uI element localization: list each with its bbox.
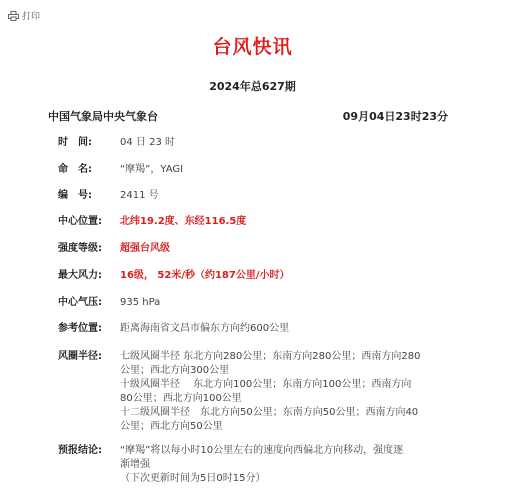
field-label: 中心气压: bbox=[58, 297, 102, 308]
field-center-position bbox=[58, 215, 440, 229]
wind-radius-line: 公里；西北方向50公里 bbox=[120, 421, 223, 432]
field-code bbox=[58, 189, 440, 203]
field-label: 命 名: bbox=[58, 164, 92, 175]
field-value: 935 hPa bbox=[120, 297, 161, 308]
page-title: 台风快讯 bbox=[212, 36, 293, 58]
forecast-line: “摩羯”将以每小时10公里左右的速度向西偏北方向移动，强度逐 bbox=[120, 445, 404, 456]
wind-radius-line: 公里；西北方向300公里 bbox=[120, 365, 230, 376]
field-value bbox=[120, 350, 442, 434]
field-value: 2411 号 bbox=[120, 190, 159, 201]
field-label: 强度等级: bbox=[58, 243, 102, 254]
issue-datetime: 09月04日23时23分 bbox=[342, 110, 448, 123]
field-value: 距离海南省文昌市偏东方向约600公里 bbox=[120, 323, 290, 334]
forecast-line: （下次更新时间为5日0时15分） bbox=[120, 473, 266, 484]
field-value bbox=[120, 444, 442, 486]
field-wind-radius bbox=[58, 350, 442, 434]
print-button[interactable] bbox=[8, 9, 40, 22]
field-name bbox=[58, 163, 440, 177]
wind-radius-line: 七级风圈半径 东北方向280公里；东南方向280公里；西南方向280 bbox=[120, 351, 421, 362]
field-label: 风圈半径: bbox=[58, 351, 102, 362]
field-pressure bbox=[58, 296, 440, 310]
field-label: 中心位置: bbox=[58, 216, 102, 227]
field-forecast bbox=[58, 444, 442, 486]
field-value: 04 日 23 时 bbox=[120, 137, 175, 148]
field-value: “摩羯”，YAGI bbox=[120, 164, 184, 175]
printer-icon bbox=[8, 11, 19, 21]
field-value: 16级， 52米/秒（约187公里/小时） bbox=[120, 270, 290, 281]
print-label: 打印 bbox=[22, 12, 41, 22]
field-max-wind bbox=[58, 269, 440, 283]
wind-radius-line: 十级风圈半径 东北方向100公里；东南方向100公里；西南方向 bbox=[120, 379, 412, 390]
wind-radius-line: 十二级风圈半径 东北方向50公里；东南方向50公里；西南方向40 bbox=[120, 407, 419, 418]
field-label: 预报结论: bbox=[58, 445, 102, 456]
agency-name: 中国气象局中央气象台 bbox=[48, 110, 158, 123]
field-time bbox=[58, 136, 440, 150]
field-label: 编 号: bbox=[58, 190, 92, 201]
field-reference-position bbox=[58, 322, 440, 336]
field-intensity bbox=[58, 242, 440, 256]
wind-radius-line: 80公里；西北方向100公里 bbox=[120, 393, 242, 404]
forecast-line: 渐增强 bbox=[120, 459, 150, 470]
field-value: 北纬19.2度、东经116.5度 bbox=[120, 216, 247, 227]
field-label: 参考位置: bbox=[58, 323, 102, 334]
issue-number: 2024年总627期 bbox=[209, 80, 296, 93]
field-value: 超强台风级 bbox=[120, 243, 170, 254]
field-label: 最大风力: bbox=[58, 270, 102, 281]
field-label: 时 间: bbox=[58, 137, 92, 148]
